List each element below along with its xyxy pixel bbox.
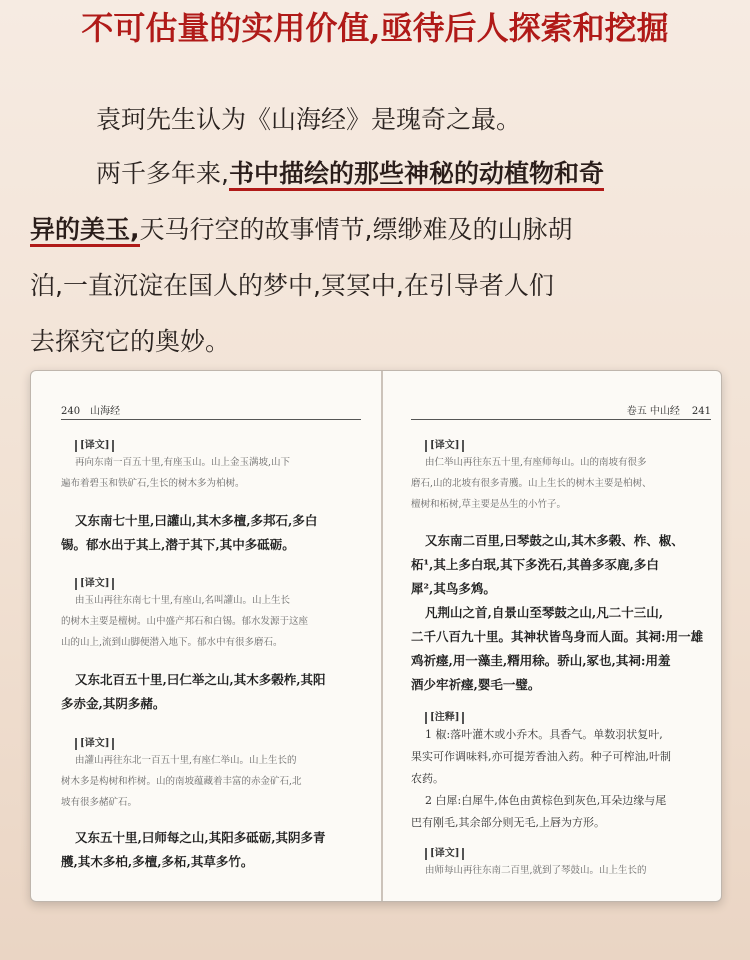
translation-block bbox=[61, 571, 361, 653]
left-page bbox=[61, 371, 391, 901]
original-text-block bbox=[61, 509, 361, 557]
original-text-line: 雘,其木多柏,多檀,多柘,其草多竹。 bbox=[61, 854, 254, 869]
original-text-line: 犀²,其鸟多鸩。 bbox=[411, 581, 496, 596]
note-line: 果实可作调味料,亦可提芳香油入药。种子可榨油,叶制 bbox=[411, 750, 671, 763]
section-tag: [译文] bbox=[75, 578, 114, 590]
translation-line: 的树木主要是檀树。山中盛产邦石和白锡。郁水发源于这座 bbox=[61, 616, 309, 627]
translation-line: 檀树和柘树,草主要是丛生的小竹子。 bbox=[411, 499, 567, 510]
intro-line bbox=[30, 146, 730, 202]
right-page-header bbox=[411, 405, 711, 420]
left-page-header bbox=[61, 405, 361, 420]
translation-line: 再向东南一百五十里,有座玉山。山上金玉满坡,山下 bbox=[75, 457, 291, 468]
original-text-line: 锡。郁水出于其上,潜于其下,其中多砥砺。 bbox=[61, 537, 295, 552]
running-title: 山海经 bbox=[90, 406, 121, 417]
original-text-block bbox=[61, 826, 361, 874]
note-line: 1 椒:落叶灌木或小乔木。具香气。单数羽状复叶, bbox=[425, 728, 663, 741]
intro-line bbox=[30, 202, 730, 258]
translation-line: 遍布着碧玉和铁矿石,生长的树木多为柏树。 bbox=[61, 478, 245, 489]
intro-text: 两千多年来, bbox=[96, 159, 229, 188]
highlighted-text: 书中描绘的那些神秘的动植物和奇 bbox=[229, 159, 604, 191]
original-text-line: 又东南二百里,曰琴鼓之山,其木多榖、柞、椒、 bbox=[425, 533, 684, 548]
translation-line: 由师每山再往东南二百里,就到了琴鼓山。山上生长的 bbox=[425, 865, 647, 876]
notes-block bbox=[411, 705, 711, 834]
translation-block bbox=[61, 433, 361, 494]
intro-paragraph-1 bbox=[30, 92, 750, 148]
running-title: 卷五 中山经 bbox=[626, 406, 680, 417]
intro-paragraph-2 bbox=[30, 146, 730, 370]
original-text-line: 柘¹,其上多白珉,其下多洗石,其兽多豕鹿,多白 bbox=[411, 557, 659, 572]
page-number: 240 bbox=[61, 406, 81, 417]
intro-line: 泊,一直沉淀在国人的梦中,冥冥中,在引导者人们 bbox=[30, 271, 554, 300]
page-number: 241 bbox=[691, 406, 711, 417]
original-text-line: 凡荆山之首,自景山至琴鼓之山,凡二十三山, bbox=[425, 605, 664, 620]
original-text-line: 多赤金,其阴多赭。 bbox=[61, 696, 166, 711]
open-book-image bbox=[30, 370, 722, 902]
translation-line: 由讙山再往东北一百五十里,有座仁举山。山上生长的 bbox=[75, 755, 297, 766]
section-tag: [注释] bbox=[425, 712, 464, 724]
note-line: 2 白犀:白犀牛,体色由黄棕色到灰色,耳朵边缘与尾 bbox=[425, 794, 667, 807]
translation-block bbox=[411, 433, 711, 515]
intro-line: 去探究它的奥妙。 bbox=[30, 327, 231, 356]
highlighted-text: 异的美玉, bbox=[30, 215, 140, 247]
original-text-line: 又东北百五十里,曰仁举之山,其木多榖柞,其阳 bbox=[75, 672, 326, 687]
translation-block bbox=[411, 841, 711, 881]
translation-line: 由玉山再往东南七十里,有座山,名叫讙山。山上生长 bbox=[75, 595, 291, 606]
original-text-block bbox=[411, 529, 711, 697]
translation-line: 由仁举山再往东五十里,有座师每山。山的南坡有很多 bbox=[425, 457, 647, 468]
section-tag: [译文] bbox=[75, 440, 114, 452]
original-text-line: 鸡祈瘗,用一藻圭,糈用稌。骄山,冢也,其祠:用羞 bbox=[411, 653, 671, 668]
original-text-block bbox=[61, 668, 361, 716]
original-text-line: 又东南七十里,曰讙山,其木多檀,多邦石,多白 bbox=[75, 513, 318, 528]
translation-line: 树木多是构树和柞树。山的南坡蕴藏着丰富的赤金矿石,北 bbox=[61, 776, 302, 787]
translation-line: 山的山上,流到山脚便潜入地下。郁水中有很多磨石。 bbox=[61, 637, 283, 648]
section-tag: [译文] bbox=[425, 848, 464, 860]
original-text-line: 酒少牢祈瘗,婴毛一璧。 bbox=[411, 677, 541, 692]
note-line: 农药。 bbox=[411, 772, 444, 785]
note-line: 巴有刚毛,其余部分则无毛,上唇为方形。 bbox=[411, 816, 605, 829]
right-page bbox=[411, 371, 741, 901]
original-text-line: 二千八百九十里。其神状皆鸟身而人面。其祠:用一雄 bbox=[411, 629, 704, 644]
translation-block bbox=[61, 731, 361, 813]
intro-text: 天马行空的故事情节,缥缈难及的山脉胡 bbox=[139, 215, 573, 244]
headline: 不可估量的实用价值,亟待后人探索和挖掘 bbox=[81, 9, 669, 47]
section-tag: [译文] bbox=[425, 440, 464, 452]
translation-line: 坡有很多赭矿石。 bbox=[61, 797, 138, 808]
section-tag: [译文] bbox=[75, 738, 114, 750]
original-text-line: 又东五十里,曰师每之山,其阳多砥砺,其阴多青 bbox=[75, 830, 326, 845]
intro-line: 袁珂先生认为《山海经》是瑰奇之最。 bbox=[96, 105, 522, 134]
translation-line: 磨石,山的北坡有很多青雘。山上生长的树木主要是柏树、 bbox=[411, 478, 652, 489]
